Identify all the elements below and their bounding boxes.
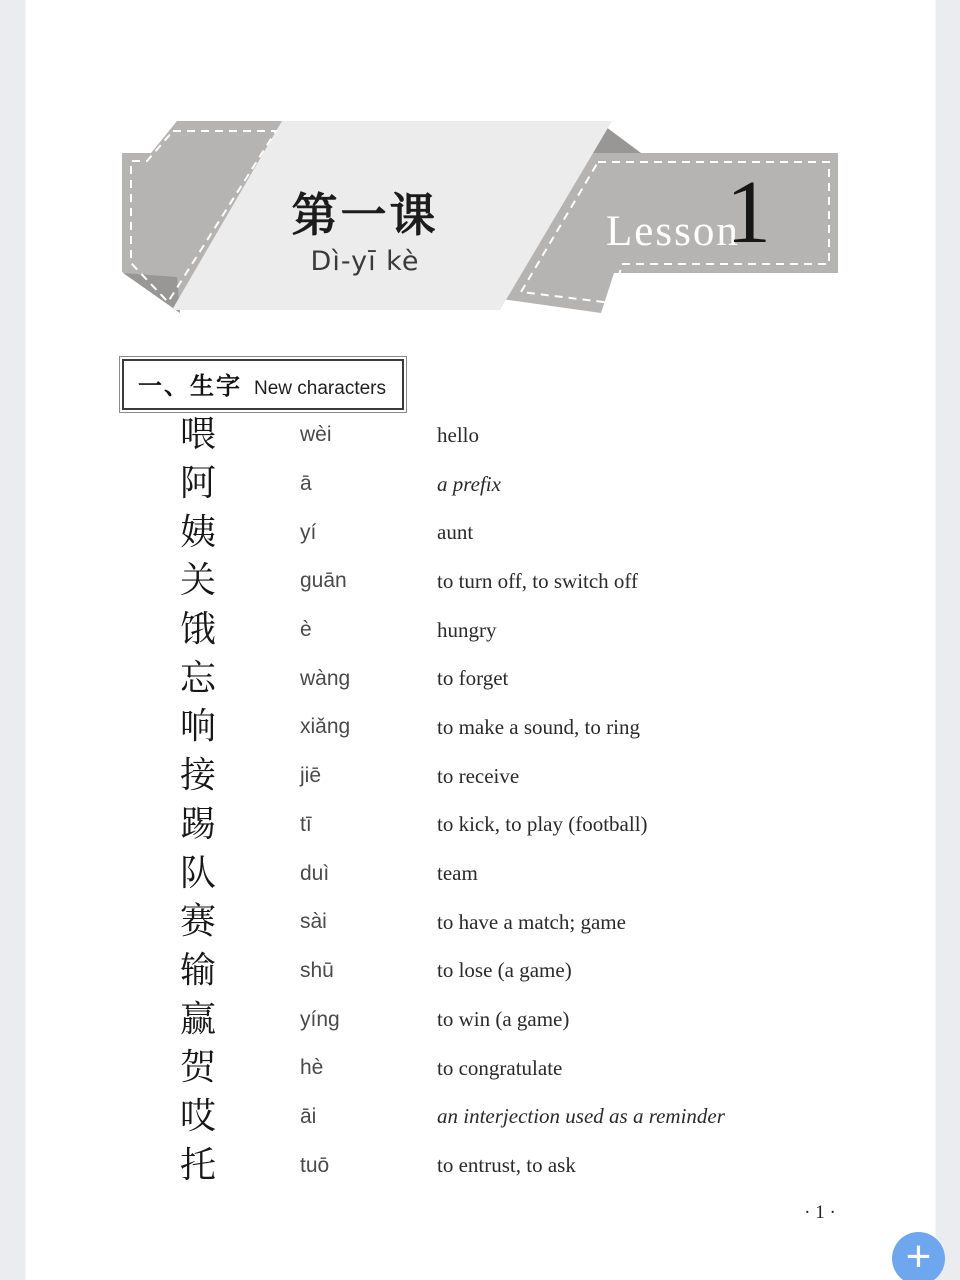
vocab-row xyxy=(180,460,880,509)
vocab-meaning: aunt xyxy=(437,520,474,545)
vocab-char: 队 xyxy=(180,852,217,894)
vocab-row xyxy=(180,1044,880,1093)
vocab-row xyxy=(180,1141,880,1190)
vocab-row xyxy=(180,557,880,606)
lesson-number: 1 xyxy=(726,163,771,262)
vocab-meaning: to congratulate xyxy=(437,1055,563,1080)
vocab-row xyxy=(180,508,880,557)
banner-ribbon-left-fold xyxy=(123,273,180,313)
vocab-meaning: to kick, to play (football) xyxy=(437,812,648,837)
vocab-char: 关 xyxy=(180,560,217,602)
vocab-char: 输 xyxy=(180,949,217,991)
vocab-char: 哎 xyxy=(180,1095,217,1137)
vocab-pinyin: tī xyxy=(300,812,312,836)
vocab-char: 赛 xyxy=(180,901,217,943)
vocab-pinyin: yíng xyxy=(300,1007,340,1031)
vocab-char: 饿 xyxy=(180,609,217,651)
vocab-pinyin: yí xyxy=(300,520,317,544)
vocab-list xyxy=(180,411,880,1190)
vocab-meaning: to entrust, to ask xyxy=(437,1153,576,1178)
vocab-row xyxy=(180,411,880,460)
vocab-pinyin: wàng xyxy=(300,666,351,690)
vocab-pinyin: xiǎng xyxy=(300,715,351,739)
section-header xyxy=(122,359,404,410)
vocab-pinyin: duì xyxy=(300,861,330,885)
section-title-en: New characters xyxy=(254,378,386,399)
book-page xyxy=(26,0,935,1280)
vocab-pinyin: jiē xyxy=(300,764,322,788)
vocab-meaning: to have a match; game xyxy=(437,909,626,934)
vocab-char: 托 xyxy=(180,1144,217,1186)
vocab-char: 贺 xyxy=(180,1047,217,1089)
vocab-meaning: to lose (a game) xyxy=(437,958,572,983)
plus-icon: + xyxy=(905,1231,932,1280)
vocab-char: 姨 xyxy=(180,511,217,553)
vocab-meaning: an interjection used as a reminder xyxy=(437,1104,725,1129)
vocab-char: 忘 xyxy=(180,657,217,699)
vocab-meaning: to forget xyxy=(437,666,509,691)
vocab-char: 喂 xyxy=(180,414,217,456)
vocab-meaning: to make a sound, to ring xyxy=(437,714,640,739)
vocab-row xyxy=(180,703,880,752)
lesson-title-pinyin: Dì-yī kè xyxy=(310,245,420,277)
vocab-pinyin: āi xyxy=(300,1104,317,1128)
vocab-row xyxy=(180,1093,880,1142)
vocab-pinyin: tuō xyxy=(300,1153,330,1177)
vocab-meaning: to receive xyxy=(437,763,520,788)
vocab-row xyxy=(180,849,880,898)
page-number: · 1 · xyxy=(804,1202,836,1223)
vocab-char: 响 xyxy=(180,706,217,748)
app-background-left-strip xyxy=(0,0,26,1280)
vocab-meaning: to turn off, to switch off xyxy=(437,568,639,593)
vocab-char: 踢 xyxy=(180,803,217,845)
vocab-pinyin: ā xyxy=(300,472,312,496)
lesson-title-cn: 第一课 xyxy=(291,188,439,242)
vocab-pinyin: è xyxy=(300,618,312,642)
vocab-char: 接 xyxy=(180,755,217,797)
lesson-banner-graphic xyxy=(26,0,935,340)
vocab-pinyin: sài xyxy=(300,910,327,934)
vocab-row xyxy=(180,947,880,996)
vocab-char: 阿 xyxy=(180,463,217,505)
vocab-row xyxy=(180,995,880,1044)
vocab-meaning: team xyxy=(437,861,478,886)
vocab-row xyxy=(180,801,880,850)
vocab-row xyxy=(180,752,880,801)
vocab-pinyin: hè xyxy=(300,1056,324,1080)
vocab-pinyin: wèi xyxy=(300,423,332,447)
vocab-pinyin: shū xyxy=(300,958,334,982)
vocab-row xyxy=(180,606,880,655)
vocab-meaning: to win (a game) xyxy=(437,1007,570,1032)
vocab-row xyxy=(180,898,880,947)
app-background-right-strip xyxy=(935,0,960,1280)
vocab-meaning: hungry xyxy=(437,617,497,642)
vocab-meaning: a prefix xyxy=(437,471,501,496)
vocab-char: 赢 xyxy=(180,998,217,1040)
fab-add-button[interactable] xyxy=(892,1232,945,1280)
vocab-row xyxy=(180,654,880,703)
vocab-meaning: hello xyxy=(437,422,479,447)
lesson-word: Lesson xyxy=(606,208,740,255)
vocab-pinyin: guān xyxy=(300,569,347,593)
section-title-cn: 一、生字 xyxy=(138,372,242,400)
